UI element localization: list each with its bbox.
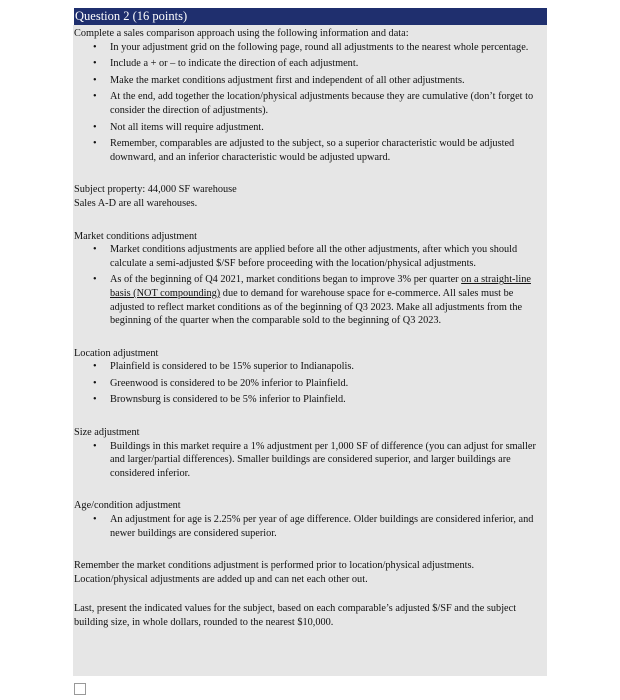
size-heading: Size adjustment (74, 427, 140, 439)
intro-bullet-cumulative: • At the end, add together the location/physical adjustments because they are cumulative (don’t forget to consider the direction of adjustments). (74, 90, 543, 117)
age-heading: Age/condition adjustment (74, 500, 181, 512)
location-heading: Location adjustment (74, 347, 159, 359)
intro-text: Complete a sales comparison approach using the following information and data: (74, 28, 409, 39)
size-bullet: • Buildings in this market require a 1% adjustment per 1,000 SF of difference (you can adjust for smaller and larger/partial differences). Smaller buildings are considered superior, and larger buildings are considered inferior. (74, 440, 543, 481)
market-bullet-rate (74, 273, 543, 327)
market-bullet-order: • Market conditions adjustments are applied before all the other adjustments, after which you should calculate a semi-adjusted $/SF before proceeding with the location/physical adjustments. (74, 243, 543, 270)
market-rate-text-end: due to demand for warehouse space for e-commerce. All sales must be adjusted to reflect market conditions as of the beginning of Q3 2023. Make all adjustments from the beginning of the quarter when the comparable sold to the beginning of Q3 2023. (110, 287, 523, 327)
intro-bullet-rounding: • In your adjustment grid on the following page, round all adjustments to the nearest whole percentage. (74, 41, 543, 55)
age-list (74, 513, 543, 540)
intro-bullet-market-first: • Make the market conditions adjustment first and independent of all other adjustments. (74, 74, 543, 88)
intro-bullet-direction: • Include a + or – to indicate the direction of each adjustment. (74, 57, 543, 71)
age-bullet: • An adjustment for age is 2.25% per year of age difference. Older buildings are considered inferior, and newer buildings are considered superior. (74, 513, 543, 540)
size-list (74, 440, 543, 481)
answer-checkbox[interactable] (74, 683, 86, 695)
location-bullet-brownsburg: • Brownsburg is considered to be 5% inferior to Plainfield. (74, 393, 543, 407)
market-rate-text-start: As of the beginning of Q4 2021, market conditions began to improve 3% per quarter (110, 274, 462, 286)
question-title: Question 2 (16 points) (75, 9, 188, 23)
intro-instructions-list (74, 41, 543, 165)
final-instructions-paragraph: Last, present the indicated values for the subject, based on each comparable’s adjusted $/SF and the subject building size, in whole dollars, rounded to the nearest $10,000. (74, 603, 517, 628)
market-conditions-heading: Market conditions adjustment (74, 230, 197, 242)
intro-bullet-not-all: • Not all items will require adjustment. (74, 121, 543, 135)
question-body (73, 25, 547, 676)
location-bullet-plainfield: • Plainfield is considered to be 15% superior to Indianapolis. (74, 360, 543, 374)
subject-property-text: Subject property: 44,000 SF warehouse (74, 184, 237, 196)
market-conditions-list (74, 243, 543, 328)
remember-paragraph: Remember the market conditions adjustment is performed prior to location/physical adjustments. Location/physical adjustments are added up and can net each other out. (74, 560, 475, 585)
intro-bullet-direction-rule: • Remember, comparables are adjusted to the subject, so a superior characteristic would be adjusted downward, and an inferior characteristic would be adjusted upward. (74, 137, 543, 164)
location-list (74, 360, 543, 407)
location-bullet-greenwood: • Greenwood is considered to be 20% inferior to Plainfield. (74, 377, 543, 391)
sales-description-text: Sales A-D are all warehouses. (74, 197, 198, 209)
market-rate-underlined-text: on a straight-line basis (NOT compounding) (110, 274, 531, 299)
question-title-bar (74, 8, 547, 25)
